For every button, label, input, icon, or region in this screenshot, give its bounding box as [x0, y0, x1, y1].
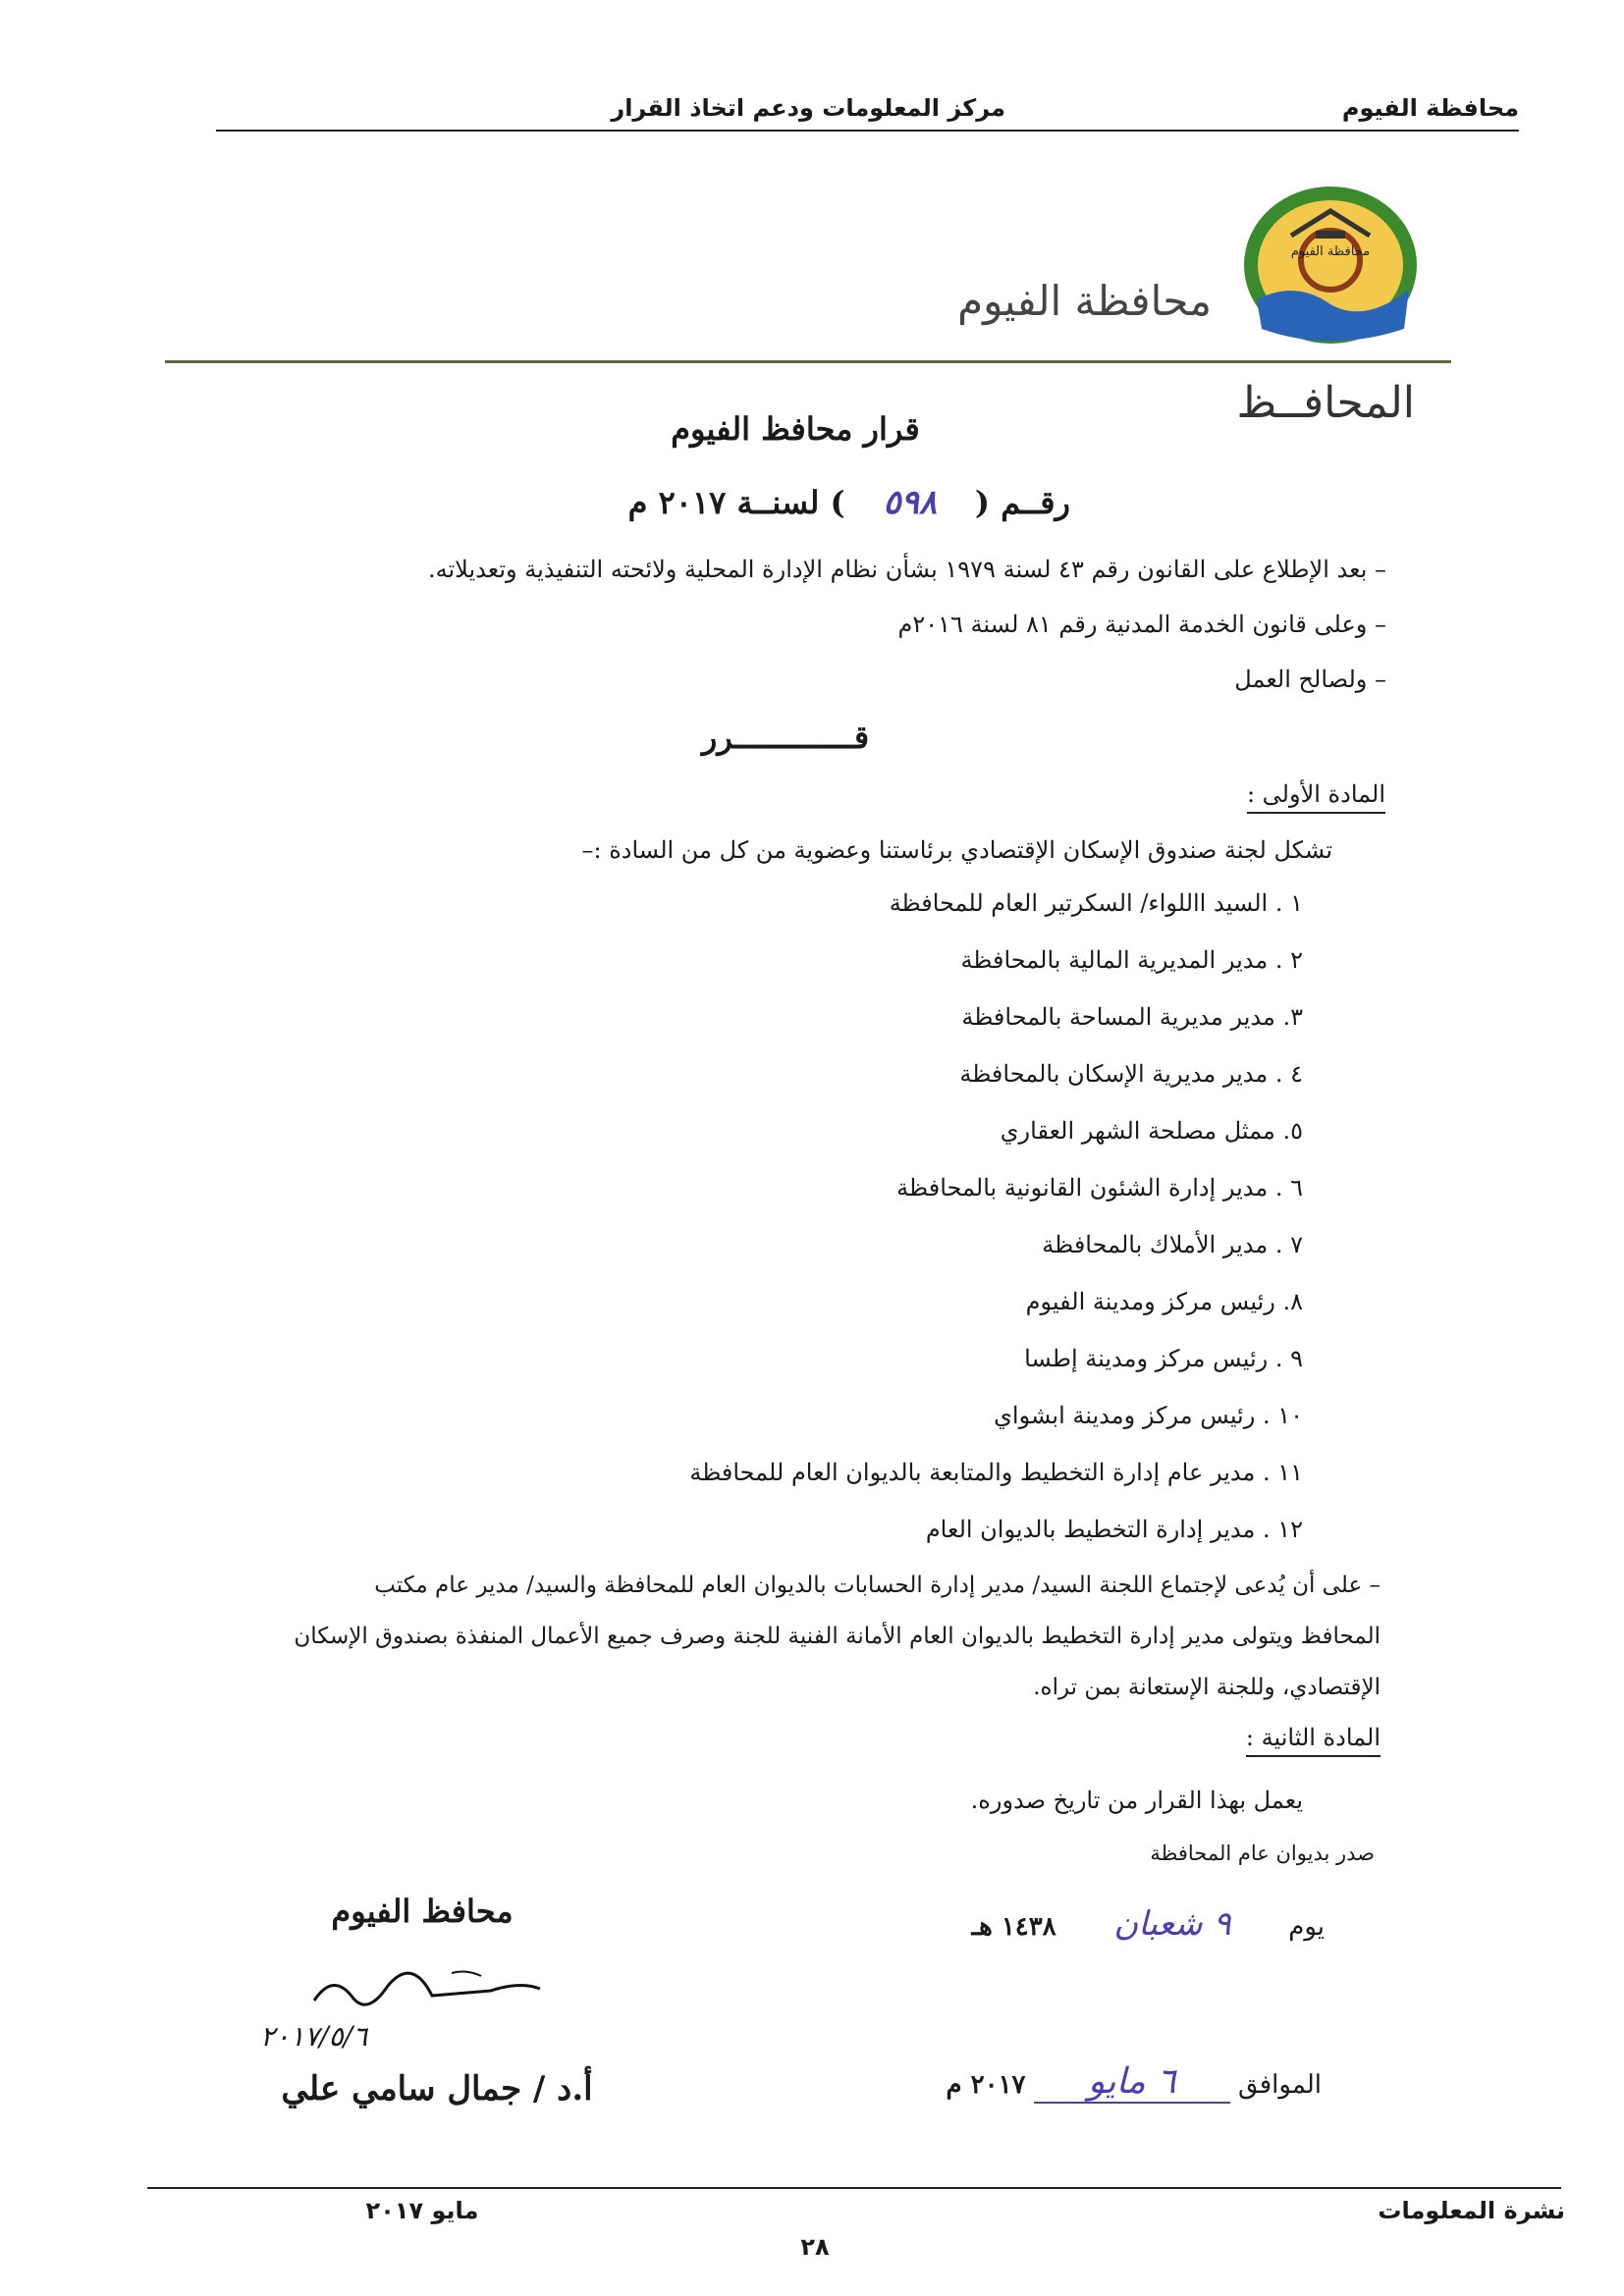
- gregorian-date: [947, 2061, 1323, 2104]
- decides-heading: قـــــــــــــرر: [701, 719, 870, 756]
- hijri-date: [971, 1904, 1325, 1944]
- article-1-paragraph-line: الإقتصادي، وللجنة الإستعانة بمن تراه.: [1033, 1675, 1380, 1700]
- governorate-logo: [1237, 182, 1424, 348]
- member-item: ١١ . مدير عام إدارة التخطيط والمتابعة بالديوان العام للمحافظة: [689, 1459, 1303, 1486]
- decision-number-handwritten: ٥٩٨: [883, 483, 938, 522]
- handwritten-signature: [295, 1961, 550, 2020]
- signatory-name: أ.د / جمال سامي علي: [281, 2069, 593, 2109]
- decision-number: [520, 483, 1070, 522]
- footer-publication: نشرة المعلومات: [1378, 2197, 1565, 2224]
- decision-number-prefix: رقــم (: [974, 484, 1070, 521]
- greg-prefix: الموافق: [1238, 2070, 1322, 2100]
- letterhead-governorate: محافظة الفيوم: [957, 277, 1212, 325]
- member-item: ١٠ . رئيس مركز ومدينة ابشواي: [994, 1402, 1303, 1429]
- member-item: ٦ . مدير إدارة الشئون القانونية بالمحافظة: [896, 1174, 1303, 1201]
- member-item: ٣. مدير مديرية المساحة بالمحافظة: [961, 1003, 1303, 1031]
- member-item: ٨. رئيس مركز ومدينة الفيوم: [1025, 1288, 1303, 1315]
- decision-number-suffix: ) لسنــة ٢٠١٧ م: [627, 484, 845, 521]
- signature-date: ٢٠١٧/٥/٦: [260, 2020, 368, 2053]
- letterhead-rule: [165, 360, 1451, 363]
- greg-year: ٢٠١٧ م: [946, 2070, 1026, 2100]
- article-1-paragraph-line: المحافظ ويتولى مدير إدارة التخطيط بالديوان العام الأمانة الفنية للجنة وصرف جميع الأعمال المنفذة بصندوق الإسكان: [294, 1624, 1380, 1649]
- article-1-heading: المادة الأولى :: [1247, 780, 1385, 814]
- footer-date: مايو ٢٠١٧: [365, 2197, 479, 2224]
- preamble-line-1: – بعد الإطلاع على القانون رقم ٤٣ لسنة ١٩٧٩ بشأن نظام الإدارة المحلية ولائحته التنفيذية وتعديلاته.: [427, 556, 1386, 583]
- member-item: ٥. ممثل مصلحة الشهر العقاري: [1000, 1117, 1303, 1145]
- page-number: ٢٨: [800, 2233, 830, 2261]
- signature-title: محافظ الفيوم: [331, 1893, 514, 1930]
- office-title: المحافــظ: [1236, 378, 1415, 428]
- issued-place: صدر بديوان عام المحافظة: [1150, 1842, 1375, 1865]
- hijri-handwritten: ٩ شعبان: [1113, 1904, 1231, 1944]
- header-rule: [216, 130, 1519, 132]
- member-item: ١٢ . مدير إدارة التخطيط بالديوان العام: [925, 1516, 1303, 1543]
- member-item: ٤ . مدير مديرية الإسكان بالمحافظة: [959, 1060, 1303, 1088]
- greg-handwritten: ٦ مايو: [1034, 2061, 1230, 2104]
- article-1-intro: تشكل لجنة صندوق الإسكان الإقتصادي برئاستنا وعضوية من كل من السادة :–: [581, 836, 1332, 864]
- member-item: ٢ . مدير المديرية المالية بالمحافظة: [960, 946, 1303, 974]
- logo-text: محافظة الفيوم: [1290, 244, 1371, 259]
- header-center-title: مركز المعلومات ودعم اتخاذ القرار: [611, 94, 1005, 122]
- article-2-text: يعمل بهذا القرار من تاريخ صدوره.: [970, 1787, 1303, 1814]
- decision-title: قرار محافظ الفيوم: [671, 410, 920, 448]
- header-governorate-title: محافظة الفيوم: [1341, 94, 1519, 122]
- footer-rule: [147, 2187, 1561, 2189]
- hijri-year: ١٤٣٨ هـ: [971, 1912, 1056, 1942]
- member-item: ٩ . رئيس مركز ومدينة إطسا: [1024, 1345, 1303, 1372]
- article-2-heading: المادة الثانية :: [1246, 1724, 1380, 1757]
- preamble-line-2: – وعلى قانون الخدمة المدنية رقم ٨١ لسنة ٢٠١٦م: [897, 611, 1386, 638]
- member-item: ٧ . مدير الأملاك بالمحافظة: [1042, 1231, 1303, 1258]
- hijri-prefix: يوم: [1288, 1912, 1325, 1942]
- member-item: ١ . السيد االلواء/ السكرتير العام للمحافظة: [889, 889, 1303, 917]
- preamble-line-3: – ولصالح العمل: [1234, 666, 1386, 693]
- article-1-paragraph-line: – على أن يُدعى لإجتماع اللجنة السيد/ مدير إدارة الحسابات بالديوان العام للمحافظة والسيد/ مدير عام مكتب: [374, 1573, 1380, 1598]
